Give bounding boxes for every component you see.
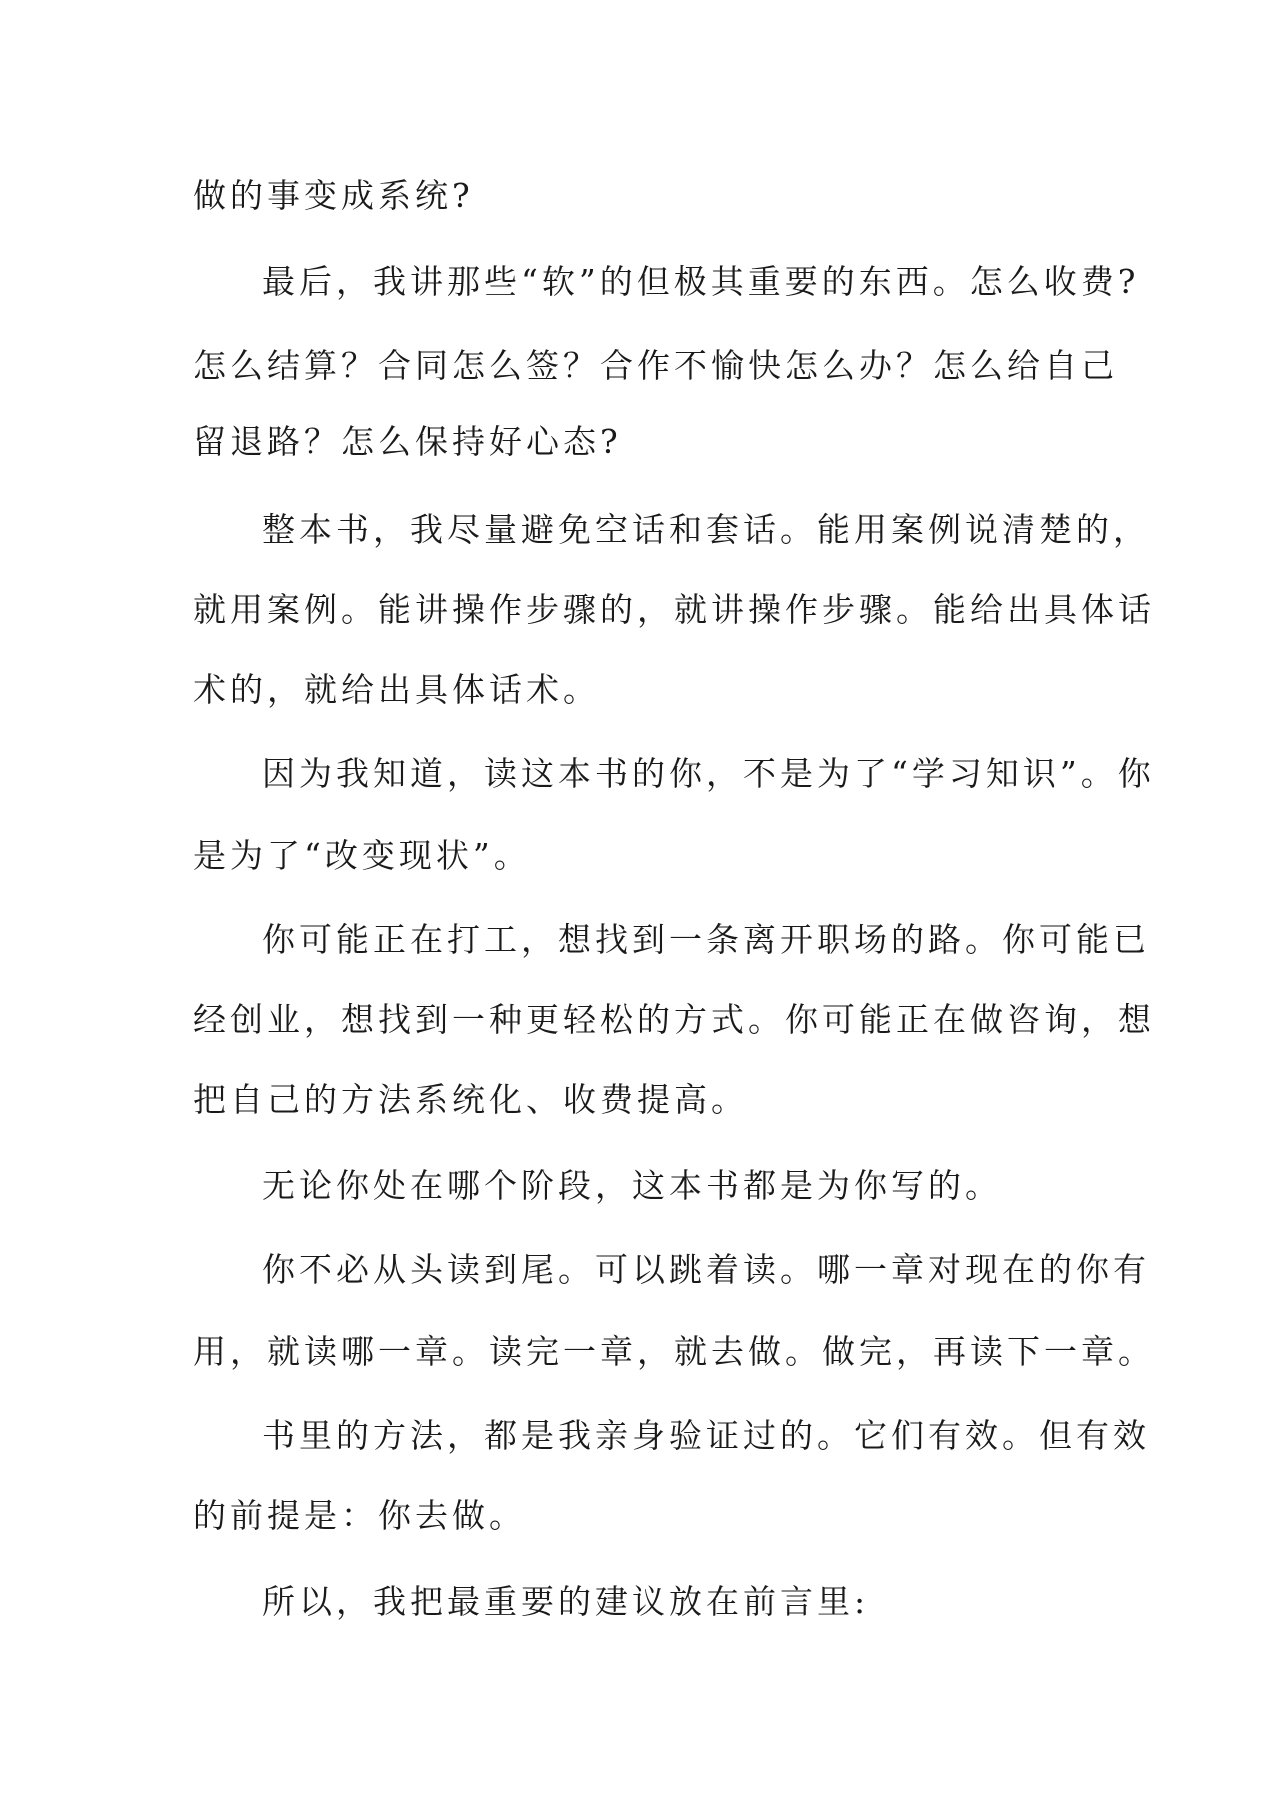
paragraph-first-line: 整本书，我尽量避免空话和套话。能用案例说清楚的， (262, 510, 1150, 549)
text-line: 做的事变成系统? (193, 176, 474, 215)
paragraph-first-line: 你可能正在打工，想找到一条离开职场的路。你可能已 (262, 920, 1150, 959)
paragraph-first-line: 书里的方法，都是我亲身验证过的。它们有效。但有效 (262, 1416, 1150, 1455)
text-line: 就用案例。能讲操作步骤的，就讲操作步骤。能给出具体话 (193, 590, 1155, 629)
paragraph-first-line: 无论你处在哪个阶段，这本书都是为你写的。 (262, 1166, 1002, 1205)
text-line: 是为了“改变现状”。 (193, 836, 531, 875)
text-line: 怎么结算？合同怎么签？合作不愉快怎么办？怎么给自己 (193, 346, 1118, 385)
paragraph-first-line: 所以，我把最重要的建议放在前言里: (262, 1582, 870, 1621)
paragraph-first-line: 最后，我讲那些“软”的但极其重要的东西。怎么收费? (262, 262, 1140, 301)
paragraph-first-line: 你不必从头读到尾。可以跳着读。哪一章对现在的你有 (262, 1250, 1150, 1289)
paragraph-first-line: 因为我知道，读这本书的你，不是为了“学习知识”。你 (262, 754, 1155, 793)
text-line: 把自己的方法系统化、收费提高。 (193, 1080, 748, 1119)
text-line: 术的，就给出具体话术。 (193, 670, 600, 709)
text-line: 用，就读哪一章。读完一章，就去做。做完，再读下一章。 (193, 1332, 1155, 1371)
text-line: 的前提是：你去做。 (193, 1496, 526, 1535)
text-line: 经创业，想找到一种更轻松的方式。你可能正在做咨询，想 (193, 1000, 1155, 1039)
text-line: 留退路？怎么保持好心态? (193, 422, 622, 461)
